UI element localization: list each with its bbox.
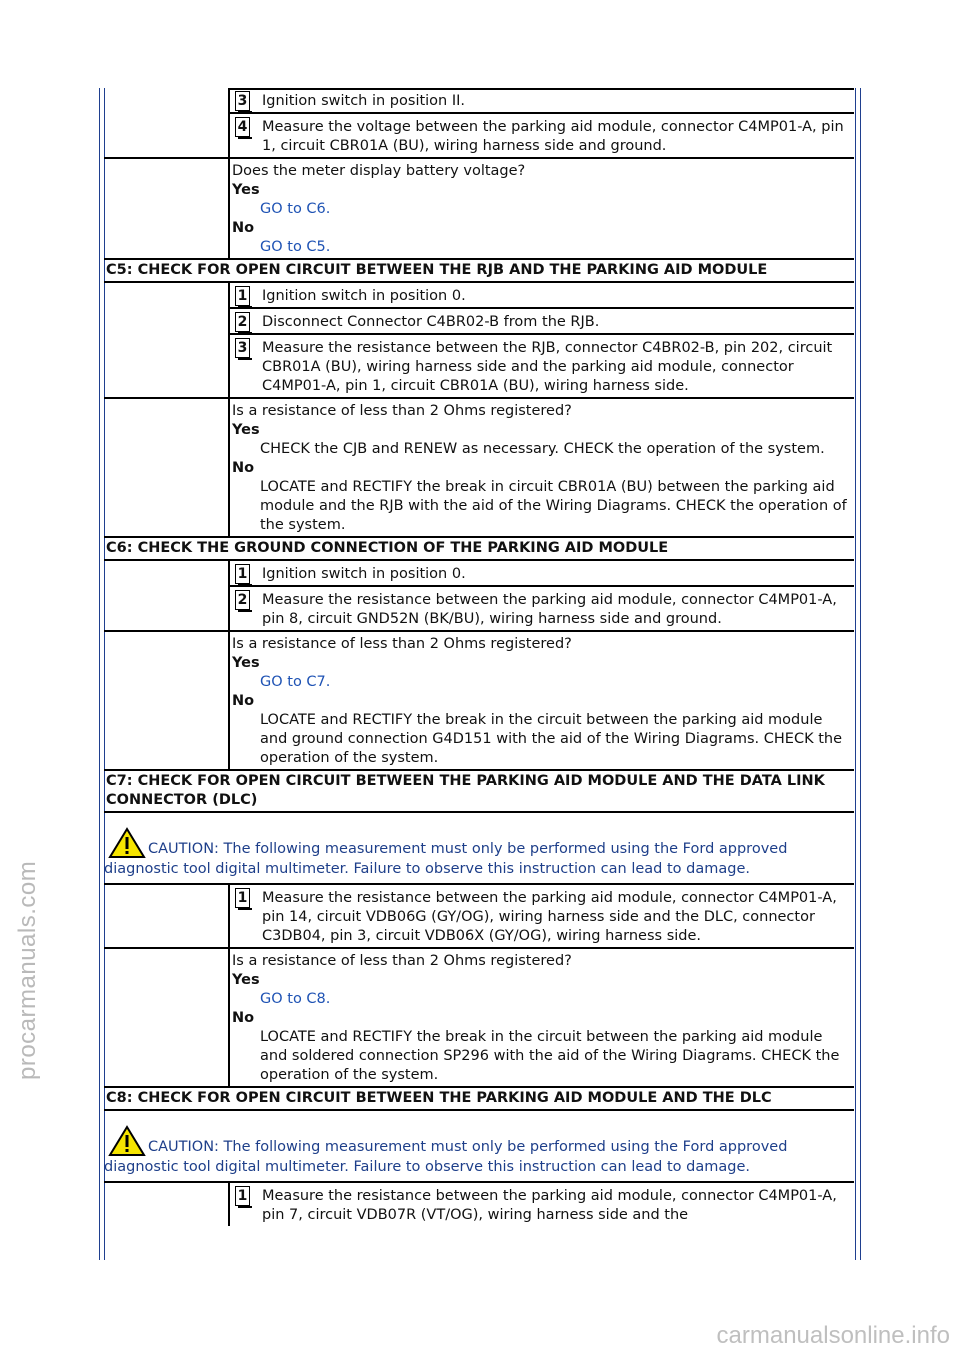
step-text: Disconnect Connector C4BR02-B from the RJB. [262, 314, 600, 330]
caution-text: CAUTION: The following measurement must only be performed using the Ford approved diagnostic tool digital multimeter. Failure to observe this instruction can lead to damage. [104, 841, 788, 877]
step-item [230, 283, 854, 309]
side-watermark: procarmanuals.com [14, 860, 41, 1080]
page-border-right-outer [860, 88, 861, 1260]
step-list [230, 283, 854, 397]
step-number: 1 [235, 1186, 250, 1206]
no-answer: LOCATE and RECTIFY the break in circuit CBR01A (BU) between the parking aid module and the RJB with the aid of the Wiring Diagrams. CHECK the operation of the system. [260, 479, 847, 533]
section-heading-c6: C6: CHECK THE GROUND CONNECTION OF THE PARKING AID MODULE [104, 538, 854, 561]
goto-c8-link[interactable]: GO to C8. [260, 991, 331, 1007]
blank-cell [104, 561, 230, 630]
step-item [230, 587, 854, 630]
step-text: Measure the resistance between the RJB, connector C4BR02-B, pin 202, circuit CBR01A (BU), wiring harness side and the parking aid module, connector C4MP01-A, pin 1, circuit CBR01A (BU), wiring harness side. [262, 340, 833, 394]
step-number: 1 [235, 888, 250, 908]
step-number: 1 [235, 564, 250, 584]
step-text: Measure the resistance between the parking aid module, connector C4MP01-A, pin 8, circuit GND52N (BK/BU), wiring harness side and ground. [262, 592, 837, 627]
no-answer: LOCATE and RECTIFY the break in the circuit between the parking aid module and ground connection G4D151 with the aid of the Wiring Diagrams. CHECK the operation of the system. [260, 712, 843, 766]
section-heading-c7: C7: CHECK FOR OPEN CIRCUIT BETWEEN THE PARKING AID MODULE AND THE DATA LINK CONNECTOR (DLC) [104, 771, 854, 813]
no-label: No [232, 693, 255, 709]
step-list [230, 88, 854, 157]
page-border-left-outer [99, 88, 100, 1260]
blank-cell [104, 632, 230, 769]
step-text: Measure the resistance between the parking aid module, connector C4MP01-A, pin 7, circuit VDB07R (VT/OG), wiring harness side and the [262, 1188, 837, 1223]
yes-label: Yes [232, 182, 260, 198]
c6-steps-row [104, 561, 854, 632]
yes-label: Yes [232, 422, 260, 438]
step-number: 2 [235, 312, 250, 332]
yes-label: Yes [232, 972, 260, 988]
warning-icon [108, 1125, 146, 1157]
step-list [230, 1183, 854, 1226]
step-item [230, 1183, 854, 1226]
step-number: 1 [235, 286, 250, 306]
step-text: Ignition switch in position 0. [262, 566, 466, 582]
step-text: Ignition switch in position 0. [262, 288, 466, 304]
question-text: Does the meter display battery voltage? [232, 163, 526, 179]
yes-label: Yes [232, 655, 260, 671]
c8-steps-row [104, 1183, 854, 1226]
question-text: Is a resistance of less than 2 Ohms registered? [232, 953, 572, 969]
blank-cell [104, 1183, 230, 1226]
question-text: Is a resistance of less than 2 Ohms registered? [232, 636, 572, 652]
c5-qa-row [104, 399, 854, 538]
page-border-right-inner [855, 88, 856, 1260]
goto-c6-link[interactable]: GO to C6. [260, 201, 331, 217]
question-text: Is a resistance of less than 2 Ohms registered? [232, 403, 572, 419]
qa-block [230, 632, 854, 769]
step-text: Ignition switch in position II. [262, 93, 466, 109]
step-number: 4 [235, 117, 250, 137]
section-heading-c5: C5: CHECK FOR OPEN CIRCUIT BETWEEN THE RJB AND THE PARKING AID MODULE [104, 260, 854, 283]
goto-c7-link[interactable]: GO to C7. [260, 674, 331, 690]
step-number: 3 [235, 91, 250, 111]
c5-steps-row [104, 283, 854, 399]
no-label: No [232, 1010, 255, 1026]
top-qa-row [104, 159, 854, 260]
blank-cell [104, 159, 230, 258]
yes-answer: CHECK the CJB and RENEW as necessary. CHECK the operation of the system. [260, 441, 825, 457]
step-number: 2 [235, 590, 250, 610]
qa-block [230, 399, 854, 536]
blank-cell [104, 399, 230, 536]
step-text: Measure the resistance between the parking aid module, connector C4MP01-A, pin 14, circuit VDB06G (GY/OG), wiring harness side and the DLC, connector C3DB04, pin 3, circuit VDB06X (GY/OG), wiring harness side. [262, 890, 837, 944]
step-number: 3 [235, 338, 250, 358]
warning-icon [108, 827, 146, 859]
caution-block [104, 813, 854, 885]
section-heading-c8: C8: CHECK FOR OPEN CIRCUIT BETWEEN THE PARKING AID MODULE AND THE DLC [104, 1088, 854, 1111]
step-item [230, 335, 854, 397]
step-item [230, 114, 854, 157]
no-label: No [232, 460, 255, 476]
step-item [230, 88, 854, 114]
step-text: Measure the voltage between the parking aid module, connector C4MP01-A, pin 1, circuit CBR01A (BU), wiring harness side and ground. [262, 119, 844, 154]
c7-qa-row [104, 949, 854, 1088]
blank-cell [104, 88, 230, 157]
c6-qa-row [104, 632, 854, 771]
qa-block [230, 949, 854, 1086]
qa-block [230, 159, 854, 258]
caution-block [104, 1111, 854, 1183]
step-list [230, 885, 854, 947]
c7-steps-row [104, 885, 854, 949]
step-list [230, 561, 854, 630]
no-label: No [232, 220, 255, 236]
step-item [230, 309, 854, 335]
bottom-watermark: carmanualsonline.info [716, 1322, 950, 1349]
step-item [230, 885, 854, 947]
top-steps-row [104, 88, 854, 159]
caution-text: CAUTION: The following measurement must only be performed using the Ford approved diagnostic tool digital multimeter. Failure to observe this instruction can lead to damage. [104, 1139, 788, 1175]
blank-cell [104, 885, 230, 947]
no-answer: LOCATE and RECTIFY the break in the circuit between the parking aid module and soldered connection SP296 with the aid of the Wiring Diagrams. CHECK the operation of the system. [260, 1029, 840, 1083]
goto-c5-link[interactable]: GO to C5. [260, 239, 331, 255]
blank-cell [104, 949, 230, 1086]
step-item [230, 561, 854, 587]
blank-cell [104, 283, 230, 397]
diagnostic-table [104, 88, 854, 1226]
